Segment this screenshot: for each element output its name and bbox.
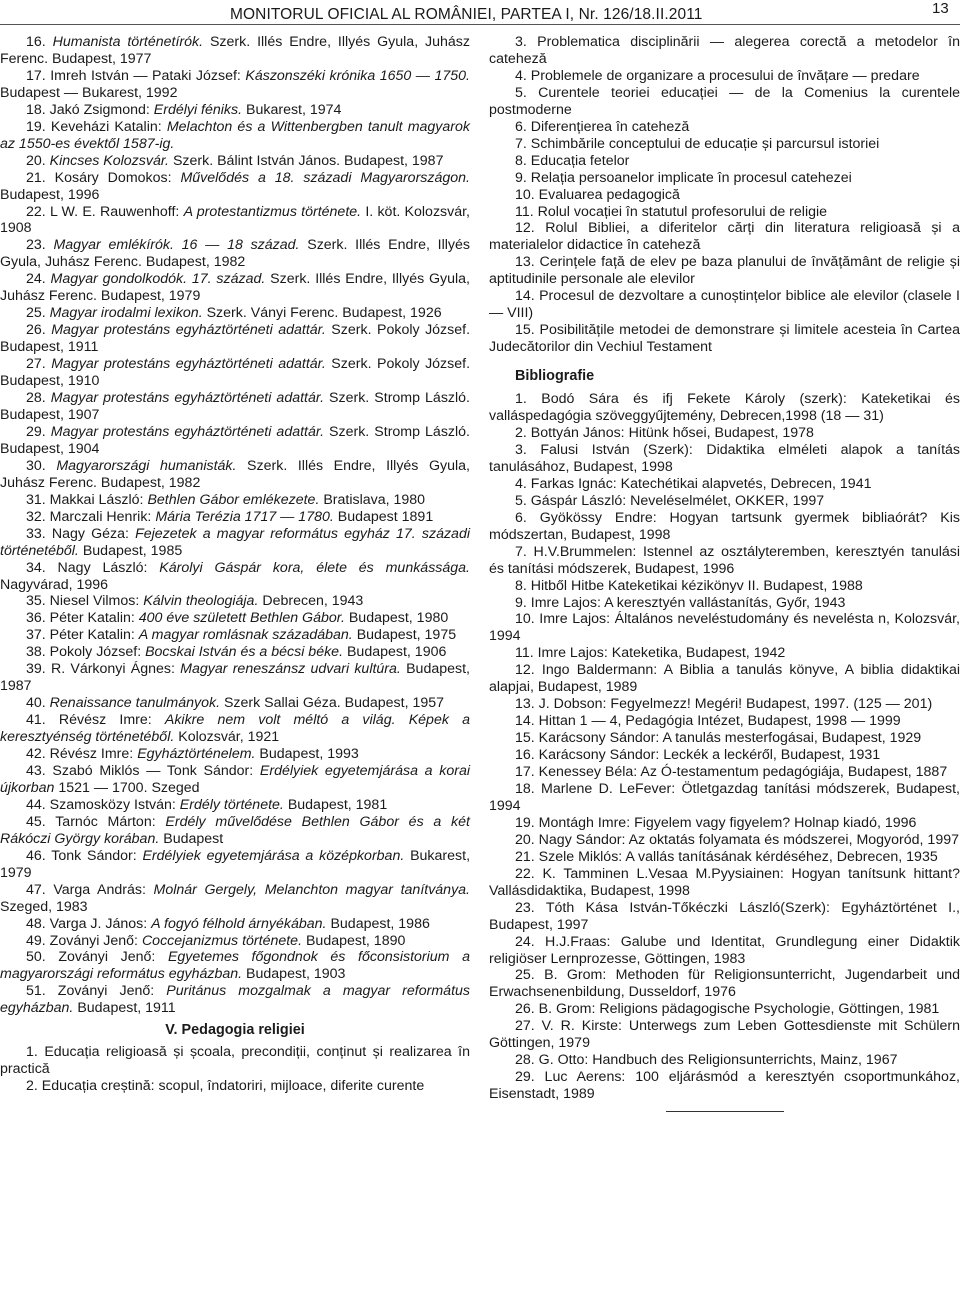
reference-item: 43. Szabó Miklós — Tonk Sándor: Erdélyiek egyetemjárása a korai újkorban 1521 — 1700. Szeged <box>0 762 471 796</box>
reference-item: 46. Tonk Sándor: Erdélyiek egyetemjárása a középkorban. Bukarest, 1979 <box>0 847 471 881</box>
bibliography-item: 21. Szele Miklós: A vallás tanításának kérdéséhez, Debrecen, 1935 <box>515 848 938 865</box>
reference-item: 51. Zoványi Jenő: Puritánus mozgalmak a magyar református egyházban. Budapest, 1911 <box>0 983 470 1017</box>
reference-item: 22. L W. E. Rauwenhoff: A protestantizmus története. I. köt. Kolozsvár, 1908 <box>0 203 471 237</box>
bibliography-item: 25. B. Grom: Methoden für Religionsunterricht, Jugendarbeit und Erwachsenenbildung, Dusseldorf, 1976 <box>489 967 960 1001</box>
reference-item: 33. Nagy Géza: Fejezetek a magyar református egyház 17. századi történetéből. Budapest, 1985 <box>0 525 470 559</box>
reference-list <box>0 34 470 1017</box>
reference-item: 24. Magyar gondolkodók. 17. század. Szerk. Illés Endre, Illyés Gyula, Juhász Ferenc. Budapest, 1979 <box>0 271 471 305</box>
reference-item: 19. Keveházi Katalin: Melachton és a Wittenbergben tanult magyarok az 1550-es évektől 1587-ig. <box>0 118 470 152</box>
reference-item: 36. Péter Katalin: 400 éve született Bethlen Gábor. Budapest, 1980 <box>26 610 449 627</box>
reference-item: 16. Humanista történetírók. Szerk. Illés Endre, Illyés Gyula, Juhász Ferenc. Budapest, 1977 <box>0 34 470 67</box>
bibliography-item: 23. Tóth Kása István-Tőkéczki László(Szerk): Egyháztörténet I., Budapest, 1997 <box>489 899 960 933</box>
bibliography-item: 18. Marlene D. LeFever: Ötletgazdag tanítási módszerek, Budapest, 1994 <box>489 780 960 814</box>
topic-item: 11. Rolul vocației în statutul profesorului de religie <box>515 203 828 220</box>
topic-item: 6. Diferențierea în cateheză <box>515 118 690 135</box>
topic-item: 7. Schimbările conceptului de educație și parcursul istoriei <box>515 135 880 152</box>
bibliography-item: 17. Kenessey Béla: Az Ó-testamentum pedagógiája, Budapest, 1887 <box>515 764 948 781</box>
topic-item: 4. Problemele de organizare a procesului de învățare — predare <box>515 67 920 84</box>
bibliography-item: 27. V. R. Kirste: Unterwegs zum Leben Gottesdienste mit Schülern Göttingen, 1979 <box>489 1018 960 1052</box>
reference-item: 47. Varga András: Molnár Gergely, Melanchton magyar tanítványa. Szeged, 1983 <box>0 881 470 915</box>
bibliography-item: 7. H.V.Brummelen: Istennel az osztályteremben, keresztyén tanulási és tanítási módszerek, Budapest, 1996 <box>489 543 960 577</box>
bibliography-item: 14. Hittan 1 — 4, Pedagógia Intézet, Budapest, 1998 — 1999 <box>515 713 901 730</box>
reference-item: 39. R. Várkonyi Ágnes: Magyar reneszánsz udvari kultúra. Budapest, 1987 <box>0 661 470 695</box>
topic-list-continued <box>489 34 960 356</box>
section-title: V. Pedagogia religiei <box>165 1022 305 1039</box>
topic-item: 5. Curentele teoriei educației — de la Comenius la curentele postmoderne <box>489 84 960 118</box>
reference-item: 20. Kincses Kolozsvár. Szerk. Bálint István János. Budapest, 1987 <box>26 152 444 169</box>
bibliography-item: 1. Bodó Sára és ifj Fekete Károly (szerk): Kateketikai és valláspedagógia szöveggyűjtemény, Debrecen,1998 (18 — 31) <box>489 391 960 425</box>
page-number: 13 <box>932 0 949 17</box>
page-header <box>0 0 960 26</box>
reference-item: 49. Zoványi Jenő: Coccejanizmus története. Budapest, 1890 <box>26 932 406 949</box>
bibliography-item: 4. Farkas Ignác: Katechétikai alapvetés, Debrecen, 1941 <box>515 475 872 492</box>
reference-item: 29. Magyar protestáns egyháztörténeti adattár. Szerk. Stromp László. Budapest, 1904 <box>0 423 470 457</box>
reference-item: 44. Szamosközy István: Erdély története. Budapest, 1981 <box>26 796 388 813</box>
bibliography-item: 15. Karácsony Sándor: A tanulás mesterfogásai, Budapest, 1929 <box>515 730 922 747</box>
right-column <box>489 34 960 1112</box>
bibliography-item: 11. Imre Lajos: Kateketika, Budapest, 1942 <box>515 645 786 662</box>
reference-item: 28. Magyar protestáns egyháztörténeti adattár. Szerk. Stromp László. Budapest, 1907 <box>0 390 470 423</box>
reference-item: 18. Jakó Zsigmond: Erdélyi féniks. Bukarest, 1974 <box>26 101 342 118</box>
topic-list <box>0 1044 470 1095</box>
reference-item: 23. Magyar emlékírók. 16 — 18 század. Szerk. Illés Endre, Illyés Gyula, Juhász Ferenc. Budapest, 1982 <box>0 237 470 271</box>
bibliography-item: 6. Gyökössy Endre: Hogyan tartsunk gyermek bibliaórát? Kis módszertan, Budapest, 1998 <box>489 509 960 543</box>
reference-item: 41. Révész Imre: Akikre nem volt méltó a világ. Képek a keresztyénség történetéből. Kolozsvár, 1921 <box>0 712 470 746</box>
topic-item: 9. Relația persoanelor implicate în procesul catehezei <box>515 169 852 186</box>
bibliography-item: 9. Imre Lajos: A keresztyén vallástanítás, Győr, 1943 <box>515 594 846 611</box>
running-title: MONITORUL OFICIAL AL ROMÂNIEI, PARTEA I, Nr. 126/18.II.2011 <box>230 6 703 23</box>
bibliography-item: 10. Imre Lajos: Általános neveléstudomány és nevelésta n, Kolozsvár, 1994 <box>489 611 960 645</box>
topic-item: 15. Posibilitățile metodei de demonstrare și limitele acesteia în Cartea Judecătorilor din Vechiul Testament <box>489 322 960 356</box>
bibliography-item: 22. K. Tamminen L.Vesaa M.Pyysiainen: Hogyan tanítsunk hittant? Vallásdidaktika, Budapest, 1998 <box>489 865 960 899</box>
bibliography-item: 12. Ingo Baldermann: A Biblia a tanulás könyve, A biblia didaktikai alapjai, Budapest, 1989 <box>489 662 960 696</box>
reference-item: 35. Niesel Vilmos: Kálvin theologiája. Debrecen, 1943 <box>26 593 364 610</box>
reference-item: 32. Marczali Henrik: Mária Terézia 1717 — 1780. Budapest 1891 <box>26 508 434 525</box>
topic-item: 2. Educația creștină: scopul, îndatoriri, mijloace, diferite curente <box>26 1078 425 1095</box>
bibliography-item: 29. Luc Aerens: 100 eljárásmód a keresztyén csoportmunkához, Eisenstadt, 1989 <box>489 1069 960 1103</box>
reference-item: 37. Péter Katalin: A magyar romlásnak századában. Budapest, 1975 <box>26 627 457 644</box>
reference-item: 25. Magyar irodalmi lexikon. Szerk. Ványi Ferenc. Budapest, 1926 <box>26 305 442 322</box>
reference-item: 21. Kosáry Domokos: Művelődés a 18. századi Magyarországon. Budapest, 1996 <box>0 169 470 203</box>
bibliography-item: 19. Montágh Imre: Figyelem vagy figyelem? Holnap kiadó, 1996 <box>515 814 917 831</box>
topic-item: 1. Educația religioasă și școala, precondiții, conținut și realizarea în practică <box>0 1044 470 1078</box>
topic-item: 10. Evaluarea pedagogică <box>515 186 680 203</box>
header-rule <box>0 24 960 25</box>
bibliography-item: 24. H.J.Fraas: Galube und Identitat, Grundlegung einer Didaktik religiöser Lernprozesse, Göttingen, 1983 <box>489 933 960 967</box>
bibliography-item: 26. B. Grom: Religions pädagogische Psychologie, Göttingen, 1981 <box>515 1001 940 1018</box>
bibliography-list <box>489 391 960 1103</box>
topic-item: 8. Educația fetelor <box>515 152 630 169</box>
left-column <box>0 34 470 1095</box>
end-rule <box>666 1111 784 1112</box>
topic-item: 3. Problematica disciplinării — alegerea corectă a metodelor în cateheză <box>489 34 960 67</box>
reference-item: 17. Imreh István — Pataki József: Kászonszéki krónika 1650 — 1750. Budapest — Bukarest, 1992 <box>0 67 470 101</box>
bibliography-item: 28. G. Otto: Handbuch des Religionsunterrichts, Mainz, 1967 <box>515 1052 898 1069</box>
bibliography-item: 3. Falusi István (Szerk): Didaktika elméleti alapok a tanítás tanulásához, Budapest, 1998 <box>489 441 960 475</box>
reference-item: 26. Magyar protestáns egyháztörténeti adattár. Szerk. Pokoly József. Budapest, 1911 <box>0 322 471 356</box>
topic-item: 12. Rolul Bibliei, a diferitelor cărți din literatura religioasă și a materialelor didactice în cateheză <box>489 220 960 254</box>
reference-item: 48. Varga J. János: A fogyó félhold árnyékában. Budapest, 1986 <box>26 915 430 932</box>
reference-item: 50. Zoványi Jenő: Egyetemes főgondnok és főconsistorium a magyarországi református egyházban. Budapest, 1903 <box>0 949 470 983</box>
reference-item: 40. Renaissance tanulmányok. Szerk Sallai Géza. Budapest, 1957 <box>26 695 445 712</box>
topic-item: 13. Cerințele față de elev pe baza planului de învățământ de religie și aptitudinile personale ale elevilor <box>489 254 960 288</box>
bibliography-title: Bibliografie <box>515 368 595 385</box>
topic-item: 14. Procesul de dezvoltare a cunoștințelor biblice ale elevilor (clasele I — VIII) <box>489 288 960 322</box>
reference-item: 42. Révész Imre: Egyháztörténelem. Budapest, 1993 <box>26 746 359 763</box>
reference-item: 30. Magyarországi humanisták. Szerk. Illés Endre, Illyés Gyula, Juhász Ferenc. Budapest, 1982 <box>0 457 471 491</box>
bibliography-item: 2. Bottyán János: Hitünk hősei, Budapest, 1978 <box>515 424 814 441</box>
bibliography-item: 13. J. Dobson: Fegyelmezz! Megéri! Budapest, 1997. (125 — 201) <box>515 696 933 713</box>
reference-item: 27. Magyar protestáns egyháztörténeti adattár. Szerk. Pokoly József. Budapest, 1910 <box>0 356 471 390</box>
bibliography-item: 20. Nagy Sándor: Az oktatás folyamata és módszerei, Mogyoród, 1997 <box>515 831 959 848</box>
reference-item: 45. Tarnóc Márton: Erdély művelődése Bethlen Gábor és a két Rákóczi György korában. Budapest <box>0 813 470 847</box>
reference-item: 34. Nagy László: Károlyi Gáspár kora, élete és munkássága. Nagyvárad, 1996 <box>0 559 470 593</box>
bibliography-item: 8. Hitből Hitbe Kateketikai kézikönyv II. Budapest, 1988 <box>515 577 863 594</box>
bibliography-item: 16. Karácsony Sándor: Leckék a leckéről, Budapest, 1931 <box>515 747 881 764</box>
reference-item: 31. Makkai László: Bethlen Gábor emlékezete. Bratislava, 1980 <box>26 491 426 508</box>
bibliography-item: 5. Gáspár László: Neveléselmélet, OKKER, 1997 <box>515 492 825 509</box>
reference-item: 38. Pokoly József: Bocskai István és a bécsi béke. Budapest, 1906 <box>26 644 447 661</box>
